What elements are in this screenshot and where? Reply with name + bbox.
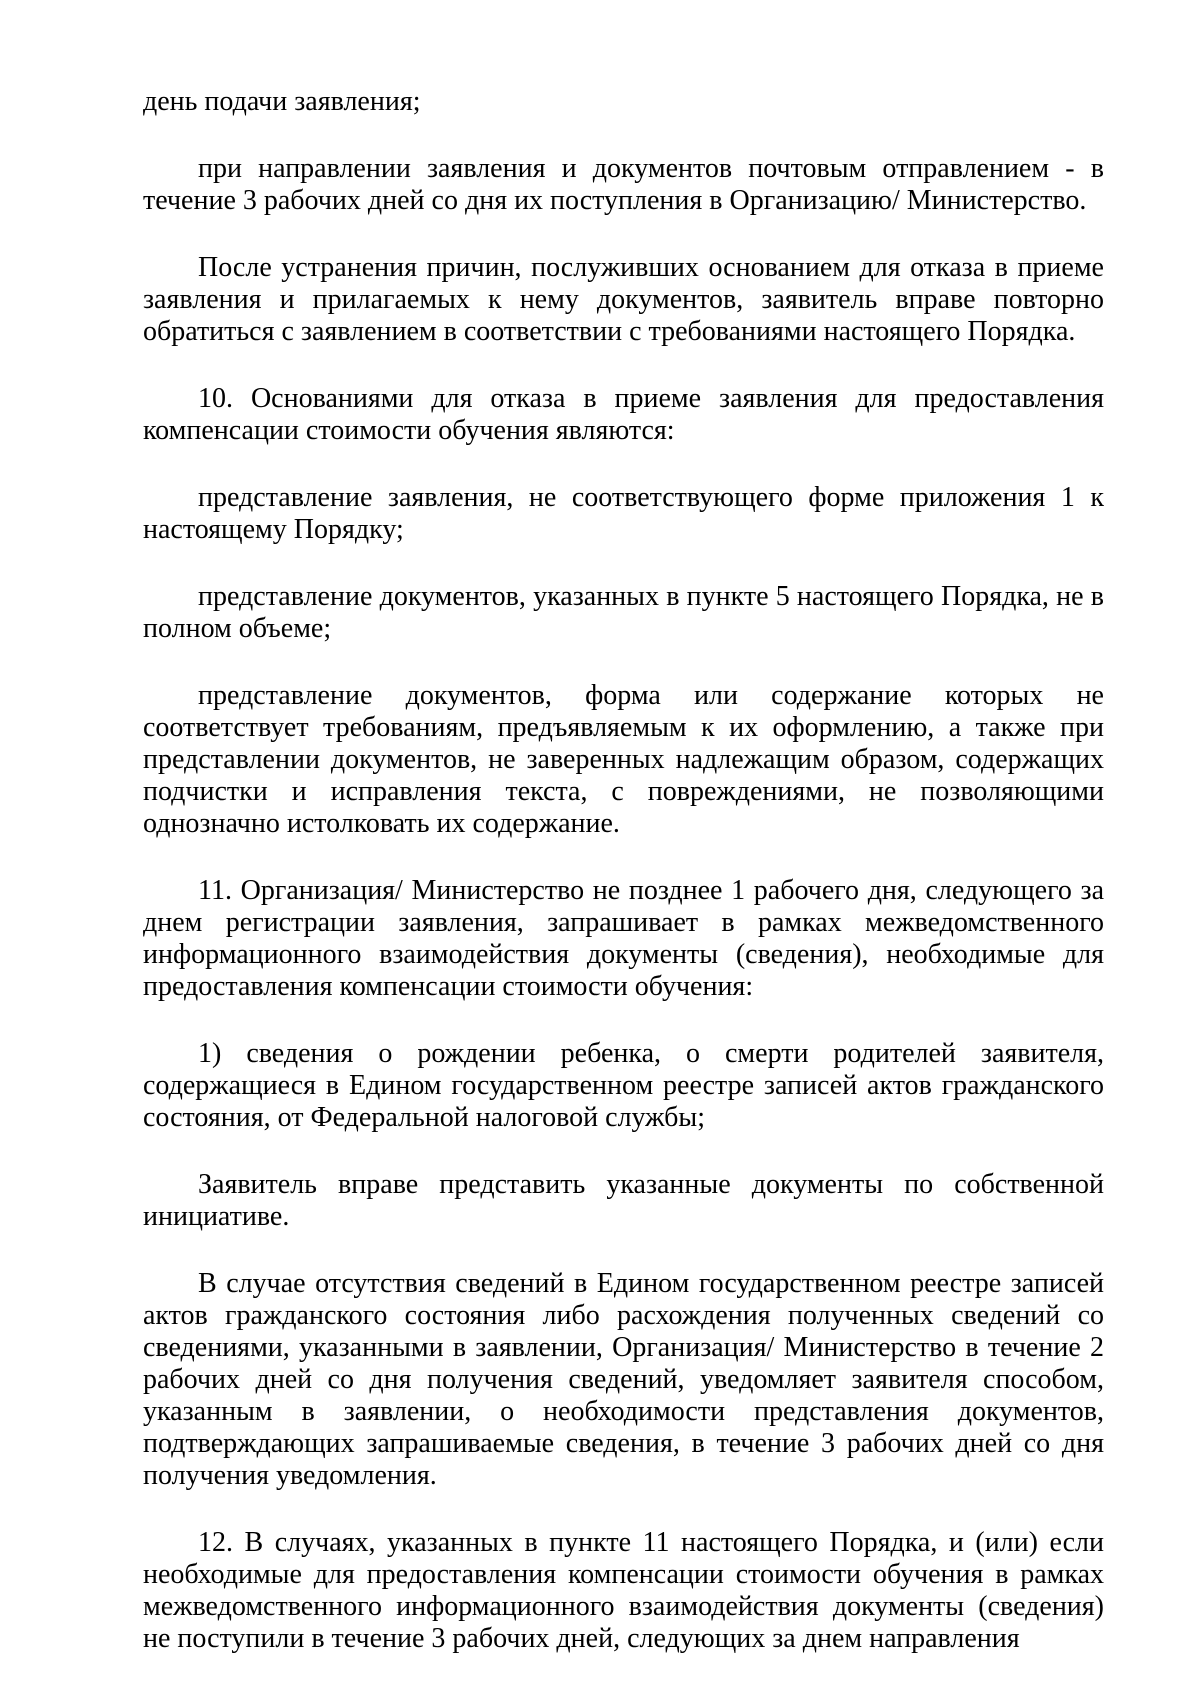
paragraph-section-12: 12. В случаях, указанных в пункте 11 настоящего Порядка, и (или) если необходимые для предоставления компенсации стоимости обучения в рамках межведомственного информационного взаимодействия документы (сведения) не поступили в течение 3 рабочих дней, следующих за днем направления [143,1527,1104,1654]
paragraph-section-11: 11. Организация/ Министерство не позднее 1 рабочего дня, следующего за днем регистрации заявления, запрашивает в рамках межведомственного информационного взаимодействия документы (сведения), необходимые для предоставления компенсации стоимости обучения: [143,875,1104,1002]
paragraph-item-1: 1) сведения о рождении ребенка, о смерти родителей заявителя, содержащиеся в Едином государственном реестре записей актов гражданского состояния, от Федеральной налоговой службы; [143,1038,1104,1133]
paragraph-postal-submission: при направлении заявления и документов почтовым отправлением - в течение 3 рабочих дней со дня их поступления в Организацию/ Министерство. [143,153,1104,216]
paragraph-section-10: 10. Основаниями для отказа в приеме заявления для предоставления компенсации стоимости обучения являются: [143,383,1104,446]
paragraph-missing-records: В случае отсутствия сведений в Едином государственном реестре записей актов гражданского состояния либо расхождения полученных сведений со сведениями, указанными в заявлении, Организация/ Министерство в течение 2 рабочих дней со дня получения сведений, уведомляет заявителя способом, указанным в заявлении, о необходимости представления документов, подтверждающих запрашиваемые сведения, в течение 3 рабочих дней со дня получения уведомления. [143,1268,1104,1491]
paragraph-filing-day: день подачи заявления; [143,86,421,117]
paragraph-refusal-form: представление заявления, не соответствующего форме приложения 1 к настоящему Порядку; [143,482,1104,545]
paragraph-refusal-incomplete: представление документов, указанных в пункте 5 настоящего Порядка, не в полном объеме; [143,581,1104,644]
paragraph-refusal-requirements: представление документов, форма или содержание которых не соответствует требованиям, предъявляемым к их оформлению, а также при представлении документов, не заверенных надлежащим образом, содержащих подчистки и исправления текста, с повреждениями, не позволяющими однозначно истолковать их содержание. [143,680,1104,839]
paragraph-own-initiative: Заявитель вправе представить указанные документы по собственной инициативе. [143,1169,1104,1232]
paragraph-resubmission: После устранения причин, послуживших основанием для отказа в приеме заявления и прилагаемых к нему документов, заявитель вправе повторно обратиться с заявлением в соответствии с требованиями настоящего Порядка. [143,252,1104,347]
